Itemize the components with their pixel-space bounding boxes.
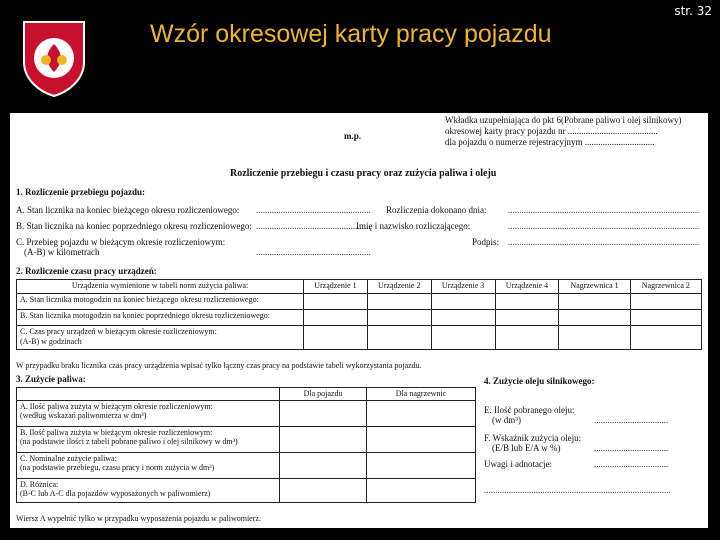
- form-heading: Rozliczenie przebiegu i czasu pracy oraz zużycia paliwa i oleju: [230, 168, 497, 179]
- section-3-footnote: Wiersz A wypełnić tylko w przypadku wyposażenia pojazdu w paliwomierz.: [16, 514, 261, 523]
- settle-date-field[interactable]: .....................................................................................: [508, 205, 700, 215]
- signature-field[interactable]: .....................................................................................: [508, 237, 700, 247]
- devices-cell[interactable]: [495, 294, 559, 310]
- table-row: [17, 400, 476, 426]
- s1-row-c-units: (A-B) w kilometrach: [24, 247, 100, 257]
- s1-field-b[interactable]: ...................................................: [256, 221, 371, 231]
- devices-cell[interactable]: [630, 294, 701, 310]
- slide-header: [0, 0, 720, 112]
- fuel-cell[interactable]: [280, 478, 367, 502]
- devices-col-header: Nagrzewnica 2: [630, 280, 701, 294]
- devices-cell[interactable]: [559, 294, 630, 310]
- page-number: str. 32: [674, 4, 712, 18]
- fuel-cell[interactable]: [280, 400, 367, 426]
- devices-cell[interactable]: [630, 310, 701, 326]
- insert-note-line-2: okresowej karty pracy pojazdu nr ........................................: [445, 126, 658, 136]
- devices-col-header: Urządzenie 4: [495, 280, 559, 294]
- fuel-cell[interactable]: [367, 400, 476, 426]
- remarks-field-line[interactable]: ...................................................................................: [484, 485, 671, 495]
- devices-cell[interactable]: [304, 294, 368, 310]
- fuel-cell[interactable]: [367, 452, 476, 478]
- oil-e-units: (w dm³): [492, 415, 521, 425]
- devices-cell[interactable]: [304, 310, 368, 326]
- insert-note-line-1: Wkładka uzupełniająca do pkt 6(Pobrane paliwo i olej silnikowy): [445, 115, 682, 125]
- fuel-row-label: A. Ilość paliwa zużyta w bieżącym okresie rozliczeniowym: (według wskazań paliwomierza w dm³): [17, 400, 280, 426]
- devices-cell[interactable]: [559, 310, 630, 326]
- section-4-title: 4. Zużycie oleju silnikowego:: [484, 376, 595, 386]
- devices-cell[interactable]: [304, 326, 368, 350]
- oil-f-units: (E/B lub E/A w %): [492, 443, 561, 453]
- fuel-cell[interactable]: [280, 426, 367, 452]
- fuel-table: [16, 387, 476, 503]
- devices-cell[interactable]: [367, 326, 431, 350]
- devices-cell[interactable]: [495, 326, 559, 350]
- fuel-cell[interactable]: [367, 478, 476, 502]
- devices-col-header: Urządzenie 1: [304, 280, 368, 294]
- table-row: [17, 310, 702, 326]
- devices-col-header: Urządzenie 2: [367, 280, 431, 294]
- section-1-title: 1. Rozliczenie przebiegu pojazdu:: [16, 187, 145, 197]
- section-2-note: W przypadku braku licznika czas pracy urządzenia wpisać tylko łączny czas pracy na podstawie tabeli wykorzystania pojazdu.: [16, 361, 422, 370]
- fuel-cell[interactable]: [280, 452, 367, 478]
- section-2-title: 2. Rozliczenie czasu pracy urządzeń:: [16, 266, 157, 276]
- devices-cell[interactable]: [367, 310, 431, 326]
- s1-row-c: C. Przebieg pojazdu w bieżącym okresie rozliczeniowym:: [16, 237, 226, 247]
- fuel-col-header: [17, 388, 280, 401]
- devices-cell[interactable]: [367, 294, 431, 310]
- fuel-row-label: D. Różnica: (B-C lub A-C dla pojazdów wyposażonych w paliwomierz): [17, 478, 280, 502]
- signature-label: Podpis:: [472, 237, 500, 247]
- devices-col-header: Nagrzewnica 1: [559, 280, 630, 294]
- fuel-cell[interactable]: [367, 426, 476, 452]
- slide-title: Wzór okresowej karty pracy pojazdu: [150, 20, 552, 48]
- remarks-label: Uwagi i adnotacje:: [484, 459, 552, 469]
- devices-col-header: Urządzenia wymienione w tabeli norm zużycia paliwa:: [17, 280, 304, 294]
- oil-e-label: E. Ilość pobranego oleju:: [484, 405, 575, 415]
- s1-field-c[interactable]: ...................................................: [256, 247, 371, 257]
- settle-date-label: Rozliczenia dokonano dnia:: [386, 205, 487, 215]
- devices-cell[interactable]: [431, 326, 495, 350]
- table-row: [17, 294, 702, 310]
- remarks-field[interactable]: .................................: [594, 459, 669, 469]
- devices-cell[interactable]: [431, 294, 495, 310]
- devices-row-label: B. Stan licznika motogodzin na koniec poprzedniego okresu rozliczeniowego:: [17, 310, 304, 326]
- devices-cell[interactable]: [495, 310, 559, 326]
- form-document: [10, 113, 708, 528]
- oil-f-field[interactable]: .................................: [594, 443, 669, 453]
- table-row: [17, 426, 476, 452]
- oil-f-label: F. Wskaźnik zużycia oleju:: [484, 433, 582, 443]
- insert-note-line-3: dla pojazdu o numerze rejestracyjnym ...............................: [445, 137, 655, 147]
- s1-row-a: A. Stan licznika na koniec bieżącego okresu rozliczeniowego:: [16, 205, 240, 215]
- table-row: [17, 326, 702, 350]
- section-3-title: 3. Zużycie paliwa:: [16, 374, 86, 384]
- s1-field-a[interactable]: ...................................................: [256, 205, 371, 215]
- devices-cell[interactable]: [431, 310, 495, 326]
- fuel-row-label: C. Nominalne zużycie paliwa: (na podstawie przebiegu, czasu pracy i norm zużycia w dm³): [17, 452, 280, 478]
- table-row: [17, 452, 476, 478]
- devices-cell[interactable]: [630, 326, 701, 350]
- mp-label: m.p.: [344, 131, 362, 141]
- fire-brigade-emblem-icon: [18, 18, 90, 98]
- fuel-col-header: Dla nagrzewnic: [367, 388, 476, 401]
- devices-cell[interactable]: [559, 326, 630, 350]
- table-row: [17, 478, 476, 502]
- settler-name-field[interactable]: .....................................................................................: [508, 221, 700, 231]
- settler-name-label: Imię i nazwisko rozliczającego:: [356, 221, 471, 231]
- fuel-col-header: Dla pojazdu: [280, 388, 367, 401]
- devices-col-header: Urządzenie 3: [431, 280, 495, 294]
- devices-row-label: C. Czas pracy urządzeń w bieżącym okresie rozliczeniowym: (A-B) w godzinach: [17, 326, 304, 350]
- oil-e-field[interactable]: .................................: [594, 415, 669, 425]
- s1-row-b: B. Stan licznika na koniec poprzedniego okresu rozliczeniowego:: [16, 221, 252, 231]
- devices-row-label: A. Stan licznika motogodzin na koniec bieżącego okresu rozliczeniowego:: [17, 294, 304, 310]
- devices-table: [16, 279, 702, 350]
- fuel-row-label: B. Ilość paliwa zużyta w bieżącym okresie rozliczeniowym: (na podstawie ilości z tabeli pobrane paliwo i olej silnikowy w dm³): [17, 426, 280, 452]
